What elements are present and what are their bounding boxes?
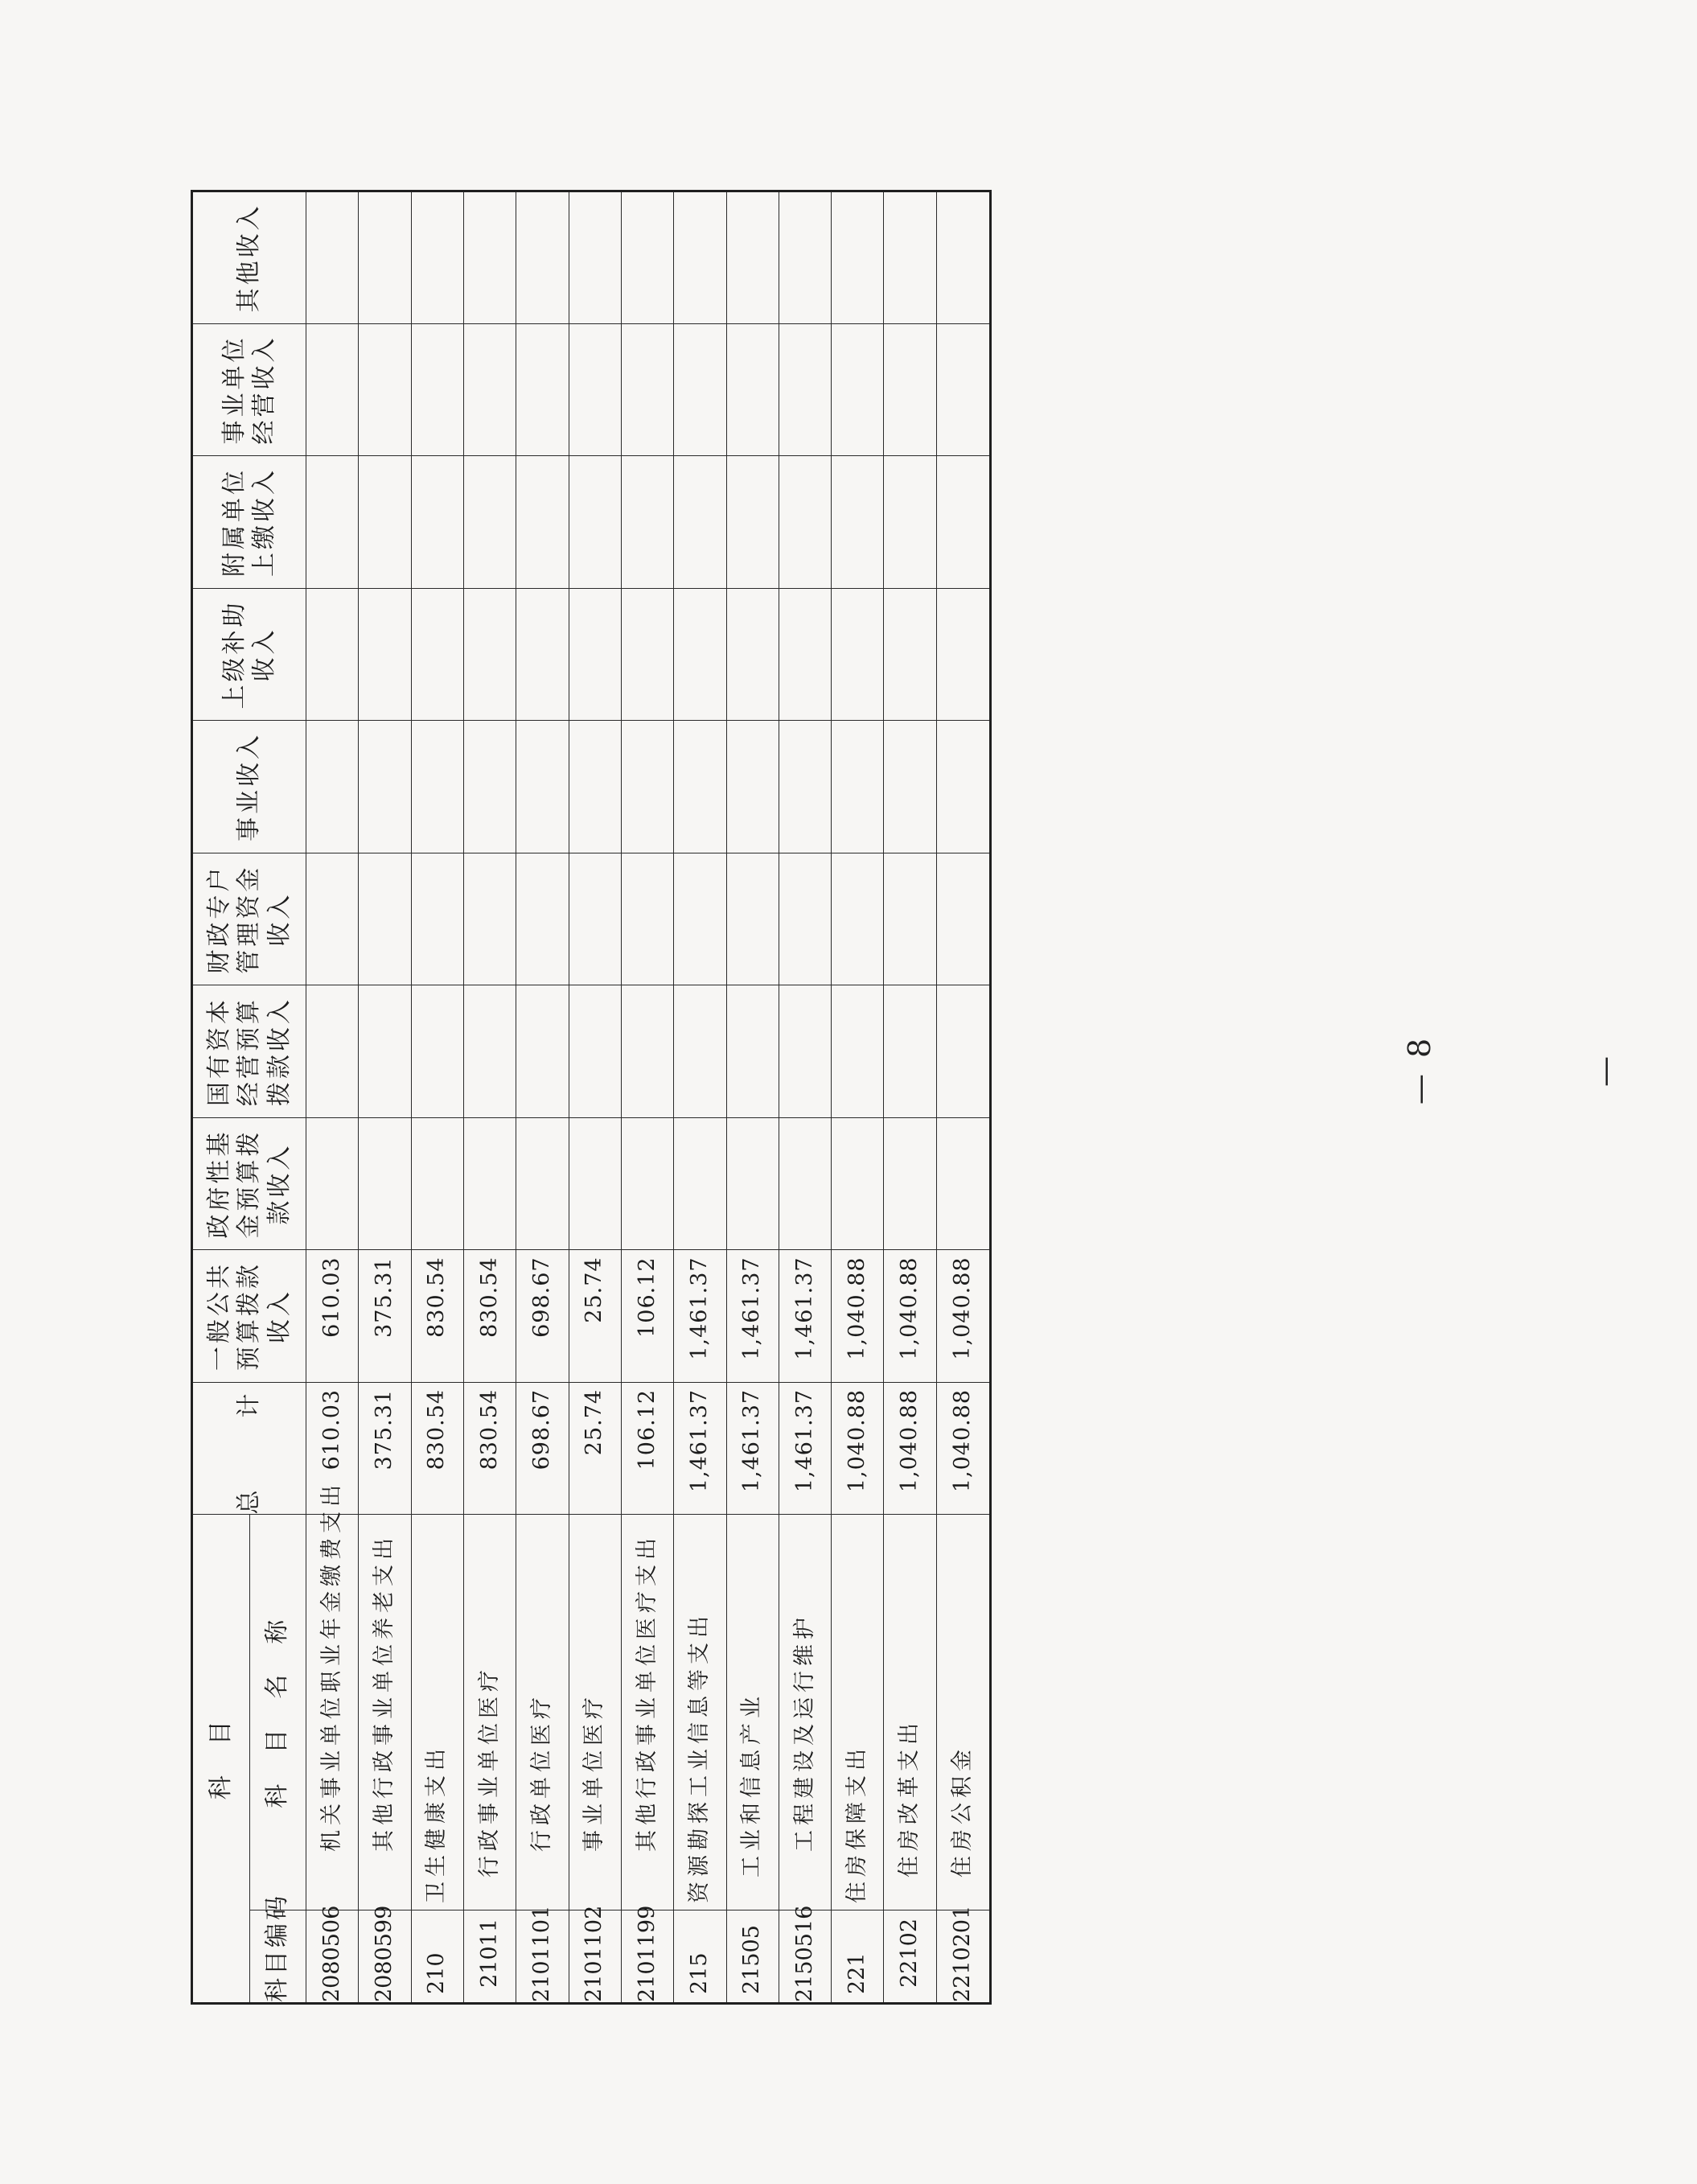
- empty-cell: [516, 323, 569, 456]
- empty-cell: [779, 588, 831, 721]
- empty-cell: [359, 191, 411, 324]
- rotated-table-container: [191, 190, 992, 2005]
- affiliated-income-header: 附属单位上缴收入: [192, 456, 306, 589]
- row-general-budget: 1,040.88: [936, 1250, 990, 1383]
- row-code: 2080599: [359, 1910, 411, 2003]
- name-header: 科 目 名 称: [250, 1515, 306, 1910]
- page-number: — 8 —: [1402, 1034, 1622, 1105]
- empty-cell: [936, 588, 990, 721]
- row-code: 2101199: [621, 1910, 673, 2003]
- empty-cell: [621, 456, 673, 589]
- total-header: 总 计: [192, 1382, 306, 1515]
- empty-cell: [569, 721, 621, 853]
- row-name: 行政单位医疗: [516, 1515, 569, 1910]
- row-total: 1,040.88: [936, 1382, 990, 1515]
- row-code: 21505: [726, 1910, 779, 2003]
- operating-income-header: 事业单位经营收入: [192, 323, 306, 456]
- table-row: [463, 191, 516, 2004]
- row-code: 2080506: [306, 1910, 359, 2003]
- row-total: 610.03: [306, 1382, 359, 1515]
- row-total: 830.54: [463, 1382, 516, 1515]
- empty-cell: [779, 456, 831, 589]
- table-row: [569, 191, 621, 2004]
- empty-cell: [884, 721, 936, 853]
- empty-cell: [832, 323, 884, 456]
- empty-cell: [306, 588, 359, 721]
- empty-cell: [884, 191, 936, 324]
- empty-cell: [306, 853, 359, 985]
- empty-cell: [779, 1117, 831, 1250]
- empty-cell: [726, 985, 779, 1118]
- empty-cell: [674, 588, 726, 721]
- empty-cell: [411, 1117, 463, 1250]
- empty-cell: [936, 985, 990, 1118]
- table-row: [674, 191, 726, 2004]
- empty-cell: [936, 853, 990, 985]
- row-name: 住房公积金: [936, 1515, 990, 1910]
- row-code: 2101101: [516, 1910, 569, 2003]
- empty-cell: [411, 191, 463, 324]
- table-row: [726, 191, 779, 2004]
- empty-cell: [936, 191, 990, 324]
- empty-cell: [516, 1117, 569, 1250]
- row-code: 215: [674, 1910, 726, 2003]
- row-name: 机关事业单位职业年金缴费支出: [306, 1515, 359, 1910]
- empty-cell: [726, 721, 779, 853]
- empty-cell: [621, 588, 673, 721]
- row-total: 106.12: [621, 1382, 673, 1515]
- row-total: 1,461.37: [674, 1382, 726, 1515]
- empty-cell: [359, 985, 411, 1118]
- empty-cell: [411, 853, 463, 985]
- empty-cell: [569, 191, 621, 324]
- empty-cell: [306, 456, 359, 589]
- empty-cell: [411, 721, 463, 853]
- empty-cell: [411, 456, 463, 589]
- empty-cell: [832, 721, 884, 853]
- empty-cell: [463, 323, 516, 456]
- empty-cell: [884, 985, 936, 1118]
- row-code: 22102: [884, 1910, 936, 2003]
- empty-cell: [674, 853, 726, 985]
- code-header: 科目编码: [250, 1910, 306, 2003]
- empty-cell: [674, 323, 726, 456]
- empty-cell: [516, 456, 569, 589]
- budget-income-table: [191, 190, 992, 2005]
- empty-cell: [516, 853, 569, 985]
- empty-cell: [569, 1117, 621, 1250]
- row-name: 事业单位医疗: [569, 1515, 621, 1910]
- row-general-budget: 1,040.88: [832, 1250, 884, 1383]
- empty-cell: [621, 323, 673, 456]
- empty-cell: [936, 456, 990, 589]
- empty-cell: [884, 853, 936, 985]
- empty-cell: [569, 323, 621, 456]
- empty-cell: [779, 853, 831, 985]
- row-total: 1,040.88: [832, 1382, 884, 1515]
- table-row: [936, 191, 990, 2004]
- empty-cell: [621, 721, 673, 853]
- row-code: 221: [832, 1910, 884, 2003]
- empty-cell: [726, 323, 779, 456]
- empty-cell: [726, 588, 779, 721]
- empty-cell: [411, 985, 463, 1118]
- row-name: 工业和信息产业: [726, 1515, 779, 1910]
- empty-cell: [884, 456, 936, 589]
- row-general-budget: 1,040.88: [884, 1250, 936, 1383]
- row-general-budget: 610.03: [306, 1250, 359, 1383]
- empty-cell: [569, 985, 621, 1118]
- empty-cell: [516, 191, 569, 324]
- empty-cell: [306, 1117, 359, 1250]
- row-code: 210: [411, 1910, 463, 2003]
- empty-cell: [411, 323, 463, 456]
- empty-cell: [726, 191, 779, 324]
- row-total: 1,040.88: [884, 1382, 936, 1515]
- empty-cell: [779, 323, 831, 456]
- empty-cell: [884, 588, 936, 721]
- empty-cell: [306, 985, 359, 1118]
- empty-cell: [306, 721, 359, 853]
- empty-cell: [306, 191, 359, 324]
- table-row: [516, 191, 569, 2004]
- row-code: 21011: [463, 1910, 516, 2003]
- empty-cell: [621, 1117, 673, 1250]
- row-general-budget: 830.54: [463, 1250, 516, 1383]
- empty-cell: [463, 721, 516, 853]
- empty-cell: [832, 588, 884, 721]
- empty-cell: [359, 1117, 411, 1250]
- empty-cell: [936, 323, 990, 456]
- general-budget-header: 一般公共预算拨款收入: [192, 1250, 306, 1383]
- empty-cell: [832, 1117, 884, 1250]
- row-total: 830.54: [411, 1382, 463, 1515]
- row-general-budget: 375.31: [359, 1250, 411, 1383]
- empty-cell: [569, 588, 621, 721]
- row-total: 25.74: [569, 1382, 621, 1515]
- empty-cell: [674, 1117, 726, 1250]
- empty-cell: [779, 985, 831, 1118]
- row-name: 资源勘探工业信息等支出: [674, 1515, 726, 1910]
- fiscal-special-header: 财政专户管理资金收入: [192, 853, 306, 985]
- other-income-header: 其他收入: [192, 191, 306, 324]
- empty-cell: [463, 191, 516, 324]
- empty-cell: [411, 588, 463, 721]
- empty-cell: [359, 323, 411, 456]
- table-row: [411, 191, 463, 2004]
- row-name: 其他行政事业单位医疗支出: [621, 1515, 673, 1910]
- row-general-budget: 830.54: [411, 1250, 463, 1383]
- table-row: [884, 191, 936, 2004]
- row-general-budget: 1,461.37: [674, 1250, 726, 1383]
- superior-subsidy-header: 上级补助收入: [192, 588, 306, 721]
- empty-cell: [674, 985, 726, 1118]
- table-row: [621, 191, 673, 2004]
- table-row: [832, 191, 884, 2004]
- row-code: 2150516: [779, 1910, 831, 2003]
- row-name: 住房改革支出: [884, 1515, 936, 1910]
- row-name: 行政事业单位医疗: [463, 1515, 516, 1910]
- row-general-budget: 25.74: [569, 1250, 621, 1383]
- row-total: 1,461.37: [726, 1382, 779, 1515]
- empty-cell: [463, 456, 516, 589]
- empty-cell: [463, 985, 516, 1118]
- empty-cell: [569, 456, 621, 589]
- empty-cell: [359, 853, 411, 985]
- empty-cell: [936, 1117, 990, 1250]
- empty-cell: [359, 588, 411, 721]
- empty-cell: [621, 853, 673, 985]
- empty-cell: [726, 456, 779, 589]
- empty-cell: [674, 721, 726, 853]
- gov-fund-header: 政府性基金预算拨款收入: [192, 1117, 306, 1250]
- empty-cell: [359, 456, 411, 589]
- empty-cell: [516, 588, 569, 721]
- empty-cell: [463, 1117, 516, 1250]
- row-total: 375.31: [359, 1382, 411, 1515]
- empty-cell: [569, 853, 621, 985]
- subject-group-header: 科 目: [192, 1515, 250, 2004]
- empty-cell: [832, 456, 884, 589]
- empty-cell: [306, 323, 359, 456]
- empty-cell: [884, 323, 936, 456]
- empty-cell: [779, 191, 831, 324]
- row-code: 2101102: [569, 1910, 621, 2003]
- row-general-budget: 1,461.37: [779, 1250, 831, 1383]
- table-row: [359, 191, 411, 2004]
- row-name: 工程建设及运行维护: [779, 1515, 831, 1910]
- empty-cell: [936, 721, 990, 853]
- empty-cell: [674, 191, 726, 324]
- table-row: [306, 191, 359, 2004]
- empty-cell: [463, 853, 516, 985]
- table-row: [779, 191, 831, 2004]
- row-code: 2210201: [936, 1910, 990, 2003]
- empty-cell: [832, 191, 884, 324]
- row-name: 其他行政事业单位养老支出: [359, 1515, 411, 1910]
- empty-cell: [832, 985, 884, 1118]
- row-general-budget: 106.12: [621, 1250, 673, 1383]
- row-total: 698.67: [516, 1382, 569, 1515]
- row-name: 卫生健康支出: [411, 1515, 463, 1910]
- state-capital-header: 国有资本经营预算拨款收入: [192, 985, 306, 1118]
- empty-cell: [674, 456, 726, 589]
- empty-cell: [516, 721, 569, 853]
- row-general-budget: 698.67: [516, 1250, 569, 1383]
- empty-cell: [832, 853, 884, 985]
- row-general-budget: 1,461.37: [726, 1250, 779, 1383]
- empty-cell: [516, 985, 569, 1118]
- empty-cell: [621, 985, 673, 1118]
- empty-cell: [726, 853, 779, 985]
- row-total: 1,461.37: [779, 1382, 831, 1515]
- empty-cell: [621, 191, 673, 324]
- empty-cell: [359, 721, 411, 853]
- empty-cell: [463, 588, 516, 721]
- row-name: 住房保障支出: [832, 1515, 884, 1910]
- business-income-header: 事业收入: [192, 721, 306, 853]
- empty-cell: [779, 721, 831, 853]
- empty-cell: [726, 1117, 779, 1250]
- empty-cell: [884, 1117, 936, 1250]
